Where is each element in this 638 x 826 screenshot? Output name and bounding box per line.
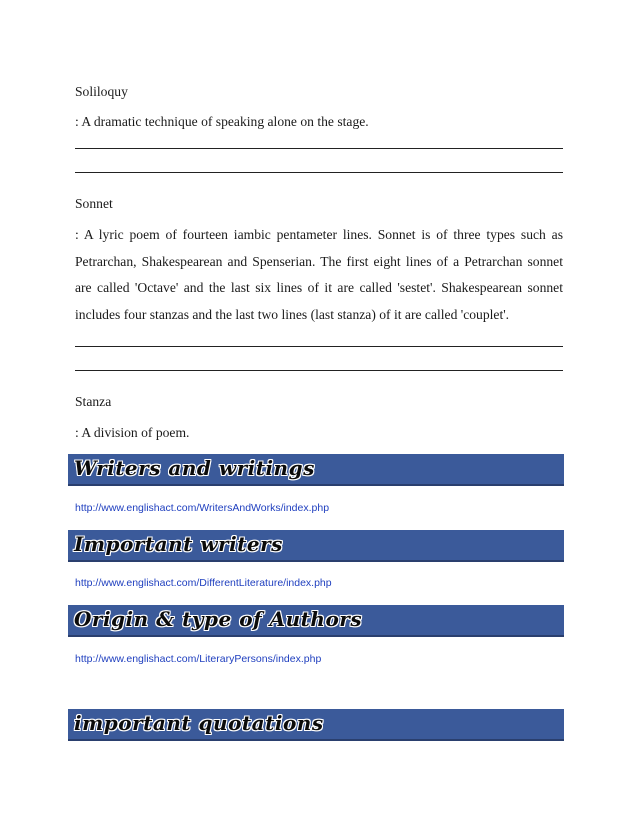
term-soliloquy: Soliloquy [75, 84, 128, 99]
section-banner-origin-authors [68, 605, 564, 637]
definition-sonnet: : A lyric poem of fourteen iambic pentameter lines. Sonnet is of three types such as Petrarchan, Shakespearean and Spenserian. The first eight lines of a Petrarchan sonnet are called 'Octave' and the last six lines of it are called 'sestet'. Shakespearean sonnet includes four stanzas and the last two lines (last stanza) of it are called 'couplet'. [75, 227, 563, 322]
divider-line [75, 172, 563, 173]
section-banner-important-writers [68, 530, 564, 562]
term-sonnet: Sonnet [75, 196, 113, 211]
section-banner-quotations [68, 709, 564, 741]
section-heading: Important writers [74, 532, 283, 556]
section-heading: Writers and writings [74, 456, 315, 480]
term-stanza: Stanza [75, 394, 112, 409]
divider-line [75, 148, 563, 149]
section-heading: important quotations [74, 711, 324, 735]
divider-line [75, 346, 563, 347]
definition-soliloquy: : A dramatic technique of speaking alone on the stage. [75, 114, 369, 129]
section-banner-writers [68, 454, 564, 486]
definition-stanza: : A division of poem. [75, 425, 190, 440]
link-literary-persons[interactable]: http://www.englishact.com/LiteraryPersons/index.php [75, 653, 322, 665]
link-different-literature[interactable]: http://www.englishact.com/DifferentLiterature/index.php [75, 577, 332, 589]
divider-line [75, 370, 563, 371]
section-heading: Origin & type of Authors [74, 607, 363, 631]
link-writers-and-works[interactable]: http://www.englishact.com/WritersAndWorks/index.php [75, 502, 330, 514]
